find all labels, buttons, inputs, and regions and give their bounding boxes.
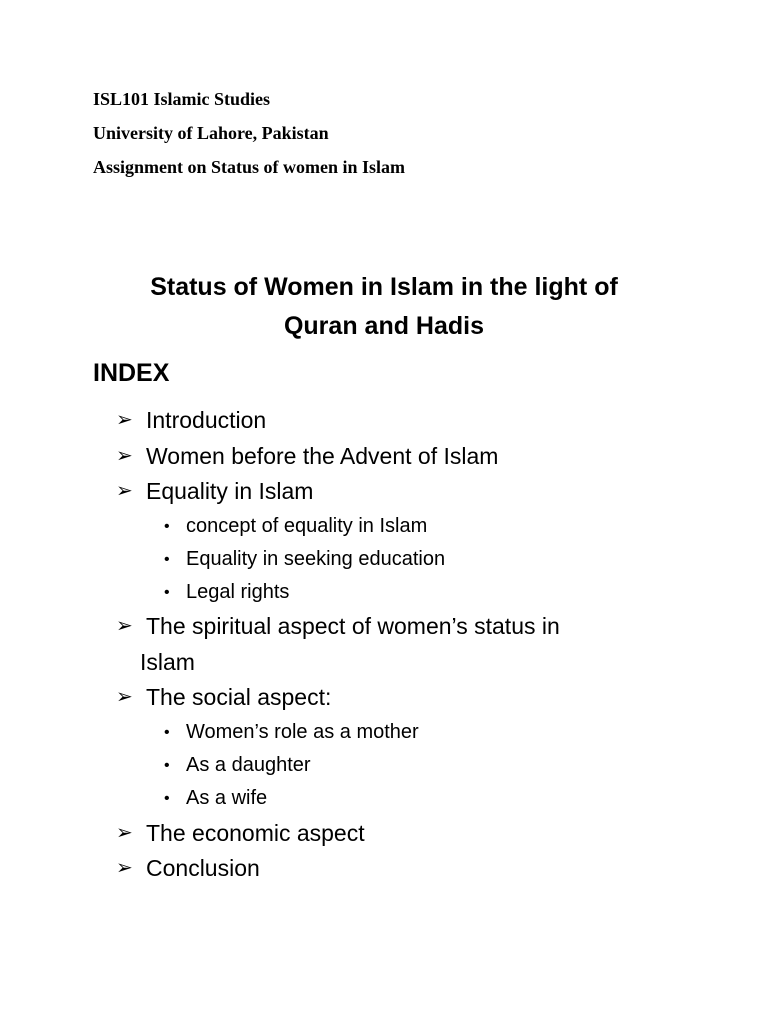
arrow-bullet-icon: ➢ xyxy=(116,857,133,880)
index-item-women-before-islam xyxy=(116,439,656,475)
dot-bullet-icon: • xyxy=(164,790,170,808)
subitem-as-daughter xyxy=(116,749,656,782)
index-item-label-continued: Islam xyxy=(140,648,195,675)
title-line-1: Status of Women in Islam in the light of xyxy=(150,273,618,301)
dot-bullet-icon: • xyxy=(164,757,170,775)
university-name: University of Lahore, Pakistan xyxy=(93,123,329,143)
course-name: ISL101 Islamic Studies xyxy=(93,89,271,109)
subitem-label: concept of equality in Islam xyxy=(186,514,428,537)
subitem-label: As a wife xyxy=(186,787,268,810)
arrow-bullet-icon: ➢ xyxy=(116,409,133,431)
index-item-equality xyxy=(116,474,656,510)
index-item-conclusion xyxy=(116,851,656,887)
subitem-concept-of-equality xyxy=(116,510,656,543)
social-subitems xyxy=(116,716,656,816)
index-item-spiritual-aspect xyxy=(116,609,656,680)
dot-bullet-icon: • xyxy=(164,550,170,568)
index-item-social-aspect xyxy=(116,680,656,716)
index-item-label: Equality in Islam xyxy=(146,478,314,504)
document-title xyxy=(0,268,768,346)
equality-subitems xyxy=(116,510,656,610)
index-item-label: Women before the Advent of Islam xyxy=(146,442,499,469)
subitem-as-wife xyxy=(116,782,656,815)
index-item-label: The economic aspect xyxy=(146,819,365,846)
document-header xyxy=(93,88,405,190)
arrow-bullet-icon: ➢ xyxy=(116,686,133,709)
subitem-equality-education xyxy=(116,543,656,576)
dot-bullet-icon: • xyxy=(164,584,170,602)
subitem-role-as-mother xyxy=(116,716,656,749)
dot-bullet-icon: • xyxy=(164,517,170,535)
index-item-label: The social aspect: xyxy=(146,684,332,711)
subitem-label: Legal rights xyxy=(186,581,290,604)
arrow-bullet-icon: ➢ xyxy=(116,444,133,467)
index-item-label: The spiritual aspect of women’s status in xyxy=(146,613,560,640)
dot-bullet-icon: • xyxy=(164,723,170,741)
subitem-label: Equality in seeking education xyxy=(186,547,446,570)
assignment-title: Assignment on Status of women in Islam xyxy=(93,157,406,177)
subitem-legal-rights xyxy=(116,576,656,609)
subitem-label: As a daughter xyxy=(186,754,311,777)
subitem-label: Women’s role as a mother xyxy=(186,720,419,743)
title-line-2: Quran and Hadis xyxy=(283,312,485,340)
index-heading: INDEX xyxy=(93,359,170,387)
index-list xyxy=(116,403,656,887)
index-item-label: Introduction xyxy=(146,407,267,433)
index-subgroup-equality xyxy=(116,510,656,610)
arrow-bullet-icon: ➢ xyxy=(116,821,133,844)
arrow-bullet-icon: ➢ xyxy=(116,480,133,502)
index-item-introduction xyxy=(116,403,656,439)
index-item-economic-aspect xyxy=(116,816,656,852)
arrow-bullet-icon: ➢ xyxy=(116,615,133,638)
index-item-label: Conclusion xyxy=(146,855,260,882)
index-subgroup-social xyxy=(116,716,656,816)
